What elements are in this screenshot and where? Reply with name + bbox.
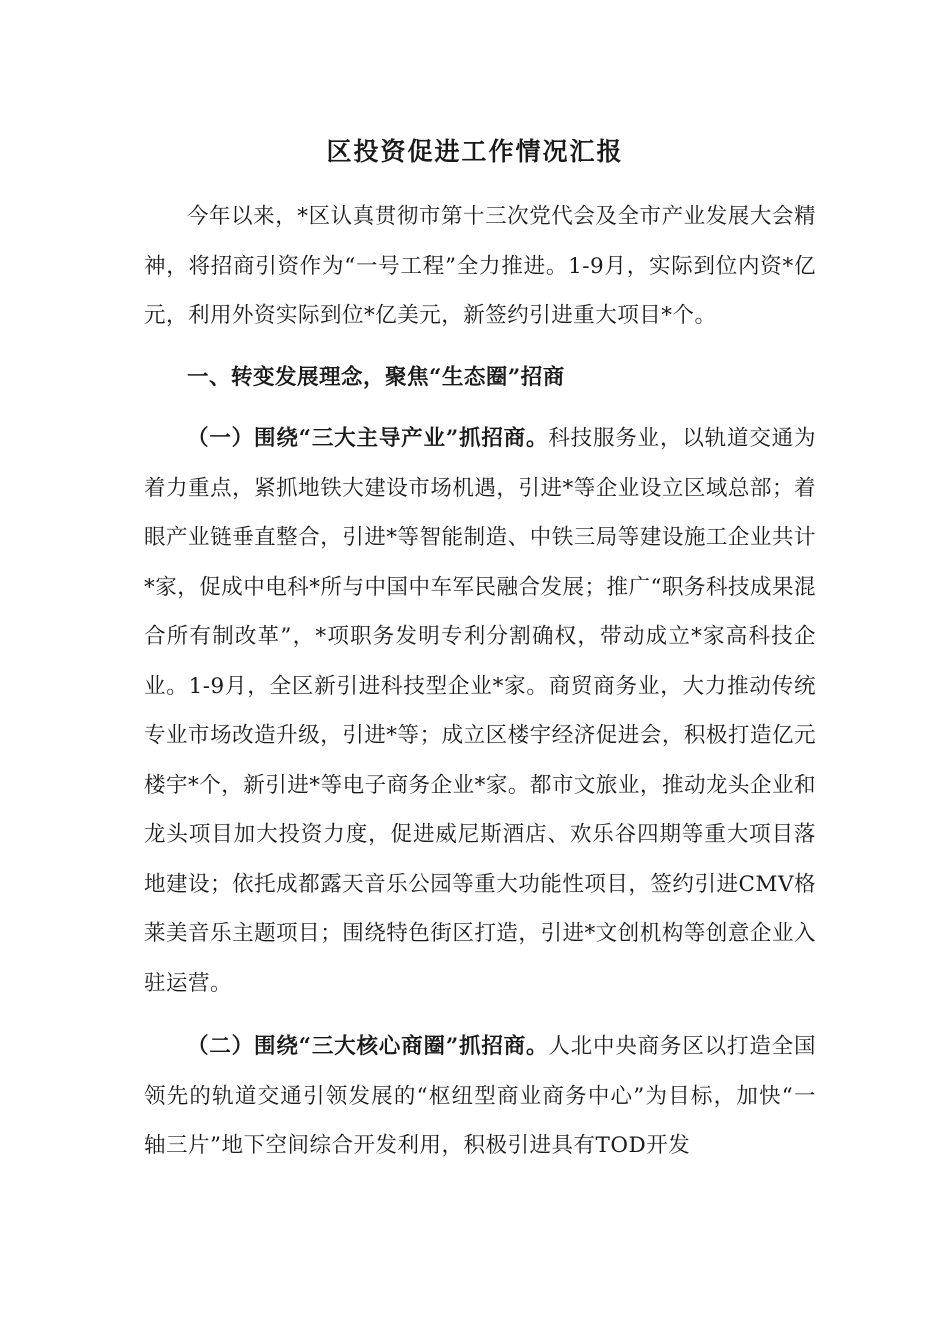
paragraph-2-lead: （二）围绕“三大核心商圈”抓招商。 bbox=[187, 1034, 549, 1059]
paragraph-2 bbox=[144, 1022, 816, 1171]
paragraph-1 bbox=[144, 414, 816, 1008]
document-title: 区投资促进工作情况汇报 bbox=[326, 137, 624, 166]
document-body bbox=[144, 192, 816, 1171]
paragraph-1-lead: （一）围绕“三大主导产业”抓招商。 bbox=[187, 426, 549, 451]
intro-paragraph: 今年以来，*区认真贯彻市第十三次党代会及全市产业发展大会精神，将招商引资作为“一号工程”全力推进。1-9月，实际到位内资*亿元，利用外资实际到位*亿美元，新签约引进重大项目*个。 bbox=[144, 204, 816, 328]
section-heading: 一、转变发展理念，聚焦“生态圈”招商 bbox=[187, 364, 565, 390]
paragraph-2-body: 人北中央商务区以打造全国领先的轨道交通引领发展的“枢纽型商业商务中心”为目标，加快“一轴三片”地下空间综合开发利用，积极引进具有TOD开发 bbox=[144, 1034, 816, 1158]
paragraph-1-body: 科技服务业，以轨道交通为着力重点，紧抓地铁大建设市场机遇，引进*等企业设立区域总部；着眼产业链垂直整合，引进*等智能制造、中铁三局等建设施工企业共计*家，促成中电科*所与中国中车军民融合发展；推广“职务科技成果混合所有制改革”，*项职务发明专利分割确权，带动成立*家高科技企业。1-9月，全区新引进科技型企业*家。商贸商务业，大力推动传统专业市场改造升级，引进*等；成立区楼宇经济促进会，积极打造亿元楼宇*个，新引进*等电子商务企业*家。都市文旅业，推动龙头企业和龙头项目加大投资力度，促进威尼斯酒店、欢乐谷四期等重大项目落地建设；依托成都露天音乐公园等重大功能性项目，签约引进CMV格莱美音乐主题项目；围绕特色街区打造，引进*文创机构等创意企业入驻运营。 bbox=[144, 426, 816, 996]
